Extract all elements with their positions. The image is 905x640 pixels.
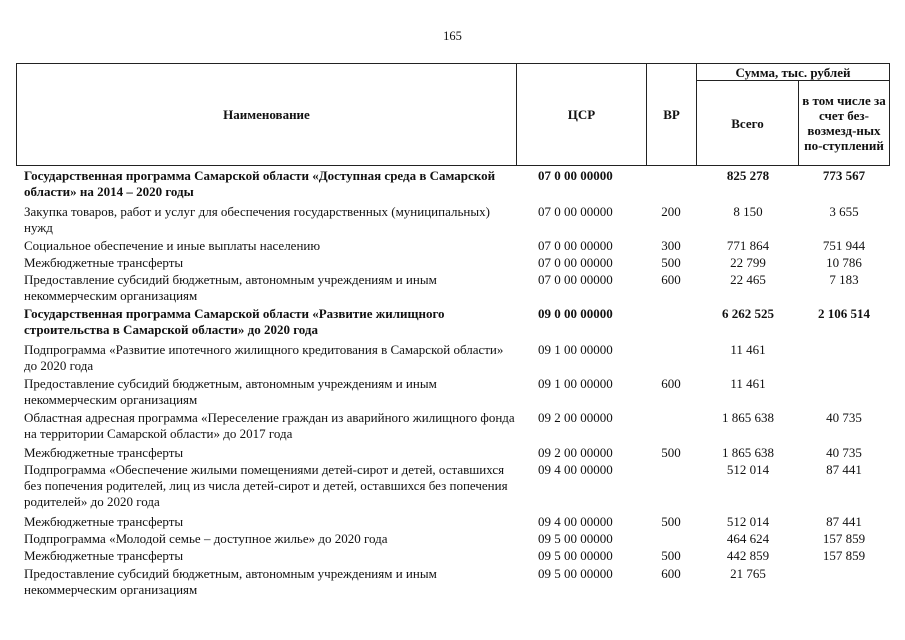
row-name: Подпрограмма «Молодой семье – доступное жилье» до 2020 года bbox=[24, 531, 388, 546]
row-csr: 07 0 00 00000 bbox=[538, 204, 613, 219]
row-csr: 09 1 00 00000 bbox=[538, 342, 613, 357]
row-total: 442 859 bbox=[726, 548, 770, 563]
row-free: 87 441 bbox=[826, 514, 862, 529]
row-total: 11 461 bbox=[730, 376, 766, 391]
row-free: 751 944 bbox=[822, 238, 866, 253]
row-csr: 09 2 00 00000 bbox=[538, 410, 613, 425]
row-csr: 07 0 00 00000 bbox=[538, 238, 613, 253]
row-name: Межбюджетные трансферты bbox=[24, 514, 184, 529]
row-total: 11 461 bbox=[730, 342, 766, 357]
row-total: 22 799 bbox=[730, 255, 766, 270]
page-number: 165 bbox=[443, 29, 462, 43]
row-vr: 300 bbox=[661, 238, 681, 253]
row-name: Государственная программа Самарской области «Развитие жилищного строительства в Самарской области» до 2020 года bbox=[24, 306, 445, 337]
row-csr: 09 4 00 00000 bbox=[538, 514, 613, 529]
row-name: Социальное обеспечение и иные выплаты населению bbox=[24, 238, 321, 253]
row-csr: 09 1 00 00000 bbox=[538, 376, 613, 391]
row-free: 157 859 bbox=[822, 531, 866, 546]
row-free: 3 655 bbox=[829, 204, 859, 219]
row-total: 512 014 bbox=[726, 514, 770, 529]
row-name: Предоставление субсидий бюджетным, автономным учреждениям и иным некоммерческим организациям bbox=[24, 376, 437, 407]
row-name: Подпрограмма «Обеспечение жилыми помещениями детей-сирот и детей, оставшихся без попечения родителей, лиц из числа детей-сирот и детей, оставшихся без попечения родителей» до 2020 года bbox=[24, 462, 508, 509]
row-total: 512 014 bbox=[726, 462, 770, 477]
row-name: Межбюджетные трансферты bbox=[24, 445, 184, 460]
row-total: 8 150 bbox=[733, 204, 763, 219]
row-csr: 09 2 00 00000 bbox=[538, 445, 613, 460]
row-csr: 09 5 00 00000 bbox=[538, 566, 613, 581]
header-divider bbox=[798, 80, 799, 166]
header-free: в том числе за счет без-возмезд-ных по-ступлений bbox=[802, 93, 886, 153]
row-total: 464 624 bbox=[726, 531, 770, 546]
row-name: Предоставление субсидий бюджетным, автономным учреждениям и иным некоммерческим организациям bbox=[24, 566, 437, 597]
row-total: 22 465 bbox=[730, 272, 766, 287]
row-csr: 07 0 00 00000 bbox=[538, 272, 613, 287]
row-vr: 200 bbox=[661, 204, 681, 219]
row-free: 10 786 bbox=[826, 255, 862, 270]
row-free: 773 567 bbox=[822, 168, 866, 183]
header-csr: ЦСР bbox=[567, 107, 596, 122]
row-name: Государственная программа Самарской области «Доступная среда в Самарской области» на 2014 – 2020 годы bbox=[24, 168, 496, 199]
row-name: Подпрограмма «Развитие ипотечного жилищного кредитования в Самарской области» до 2020 года bbox=[24, 342, 504, 373]
row-total: 1 865 638 bbox=[722, 410, 774, 425]
header-name: Наименование bbox=[223, 107, 310, 122]
row-name: Областная адресная программа «Переселение граждан из аварийного жилищного фонда на территории Самарской области» до 2017 года bbox=[24, 410, 515, 441]
row-name: Межбюджетные трансферты bbox=[24, 255, 184, 270]
header-sum-group: Сумма, тыс. рублей bbox=[735, 64, 851, 80]
row-total: 21 765 bbox=[730, 566, 766, 581]
row-name: Межбюджетные трансферты bbox=[24, 548, 184, 563]
row-name: Предоставление субсидий бюджетным, автономным учреждениям и иным некоммерческим организациям bbox=[24, 272, 437, 303]
row-vr: 500 bbox=[661, 548, 681, 563]
row-total: 6 262 525 bbox=[722, 306, 774, 321]
row-total: 1 865 638 bbox=[722, 445, 774, 460]
row-free: 157 859 bbox=[822, 548, 866, 563]
row-free: 87 441 bbox=[826, 462, 862, 477]
row-free: 40 735 bbox=[826, 410, 862, 425]
row-free: 2 106 514 bbox=[818, 306, 870, 321]
row-total: 825 278 bbox=[726, 168, 770, 183]
row-csr: 09 0 00 00000 bbox=[538, 306, 613, 321]
row-vr: 500 bbox=[661, 255, 681, 270]
row-vr: 600 bbox=[661, 376, 681, 391]
header-total: Всего bbox=[731, 115, 764, 131]
header-vr: ВР bbox=[663, 107, 680, 122]
row-vr: 500 bbox=[661, 445, 681, 460]
row-csr: 07 0 00 00000 bbox=[538, 168, 613, 183]
row-csr: 09 5 00 00000 bbox=[538, 548, 613, 563]
row-vr: 500 bbox=[661, 514, 681, 529]
row-total: 771 864 bbox=[726, 238, 770, 253]
row-name: Закупка товаров, работ и услуг для обеспечения государственных (муниципальных) нужд bbox=[24, 204, 490, 235]
row-csr: 09 5 00 00000 bbox=[538, 531, 613, 546]
row-free: 40 735 bbox=[826, 445, 862, 460]
row-csr: 07 0 00 00000 bbox=[538, 255, 613, 270]
row-vr: 600 bbox=[661, 272, 681, 287]
row-vr: 600 bbox=[661, 566, 681, 581]
row-csr: 09 4 00 00000 bbox=[538, 462, 613, 477]
row-free: 7 183 bbox=[829, 272, 859, 287]
